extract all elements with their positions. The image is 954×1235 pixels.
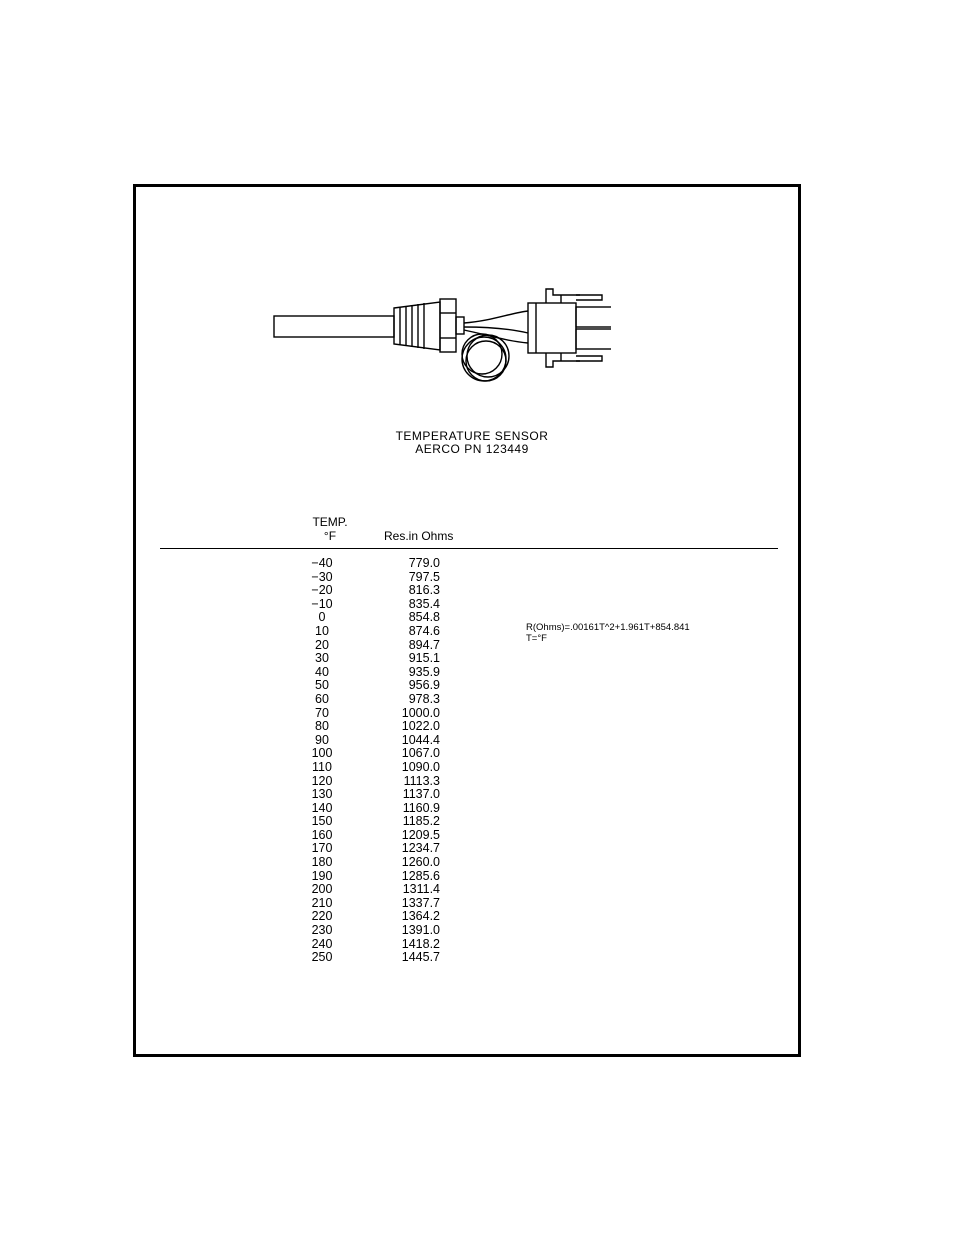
temp-cell: 180: [311, 855, 333, 870]
temp-cell: 230: [311, 923, 333, 938]
temp-cell: 250: [311, 950, 333, 965]
resistance-column-header: Res.in Ohms: [384, 529, 454, 543]
temp-cell: 60: [315, 691, 329, 706]
resistance-cell: 1113.3: [403, 773, 440, 788]
temp-cell: 170: [311, 841, 333, 856]
temp-cell: 100: [311, 746, 333, 761]
temp-cell: 20: [315, 637, 329, 652]
resistance-cell: 1090.0: [401, 759, 440, 774]
sensor-title-line1: TEMPERATURE SENSOR: [395, 429, 549, 443]
resistance-cell: 915.1: [408, 651, 440, 666]
sensor-part-number: AERCO PN 123449: [415, 442, 529, 456]
formula-equation: R(Ohms)=.00161T^2+1.961T+854.841: [526, 622, 690, 633]
temp-cell: 210: [311, 895, 333, 910]
temp-cell: −10: [311, 596, 333, 611]
resistance-cell: 1067.0: [401, 746, 440, 761]
resistance-cell: 1137.0: [402, 787, 440, 802]
resistance-cell: 1160.9: [402, 800, 440, 815]
resistance-cell: 978.3: [408, 691, 440, 706]
header-rule: [160, 548, 778, 549]
resistance-cell: 797.5: [408, 569, 440, 584]
resistance-cell: 894.7: [408, 637, 440, 652]
resistance-cell: 1337.7: [401, 895, 440, 910]
temp-header-unit: °F: [323, 529, 337, 543]
resistance-cell: 1364.2: [401, 909, 440, 924]
resistance-cell: 835.4: [408, 596, 440, 611]
temp-cell: −40: [311, 556, 333, 570]
temp-header-label: TEMP.: [312, 515, 348, 529]
temp-cell: 110: [312, 759, 332, 774]
temp-column-header: [310, 515, 350, 543]
resistance-cell: 1391.0: [401, 923, 440, 938]
temp-cell: −20: [311, 583, 333, 598]
temp-cell: −30: [311, 569, 333, 584]
temp-cell: 10: [315, 623, 329, 638]
resistance-cell: 1311.4: [402, 882, 440, 897]
resistance-cell: 779.0: [408, 556, 440, 570]
temp-cell: 0: [318, 610, 326, 625]
resistance-cell: 854.8: [408, 610, 440, 625]
temp-cell: 130: [311, 787, 333, 802]
temp-cell: 40: [315, 664, 329, 679]
temp-cell: 160: [311, 827, 333, 842]
resistance-cell: 1260.0: [401, 855, 440, 870]
resistance-cell: 1234.7: [401, 841, 440, 856]
resistance-cell: 1044.4: [401, 732, 440, 747]
formula-variable: T=°F: [526, 633, 547, 644]
resistance-cell: 935.9: [408, 664, 440, 679]
resistance-cell: 1022.0: [401, 719, 440, 734]
temp-cell: 220: [311, 909, 333, 924]
temp-cell: 190: [311, 868, 333, 883]
resistance-cell: 956.9: [408, 678, 440, 693]
temp-cell: 140: [311, 800, 333, 815]
temperature-sensor-drawing: [266, 283, 611, 393]
resistance-cell: 816.3: [408, 583, 440, 598]
temp-cell: 30: [315, 651, 329, 666]
temp-cell: 150: [311, 814, 333, 829]
sensor-title: [372, 430, 572, 456]
temp-cell: 70: [315, 705, 329, 720]
temp-cell: 90: [315, 732, 329, 747]
resistance-cell: 1445.7: [401, 950, 440, 965]
resistance-cell: 1418.2: [401, 936, 440, 951]
temp-cell: 120: [311, 773, 333, 788]
resistance-cell: 1285.6: [401, 868, 440, 883]
resistance-cell: 874.6: [408, 623, 440, 638]
temp-cell: 50: [315, 678, 329, 693]
resistance-cell: 1000.0: [401, 705, 440, 720]
temp-cell: 240: [311, 936, 333, 951]
resistance-cell: 1209.5: [401, 827, 440, 842]
temp-cell: 200: [311, 882, 333, 897]
resistance-cell: 1185.2: [402, 814, 440, 829]
temp-cell: 80: [315, 719, 329, 734]
resistance-formula: [526, 622, 690, 644]
